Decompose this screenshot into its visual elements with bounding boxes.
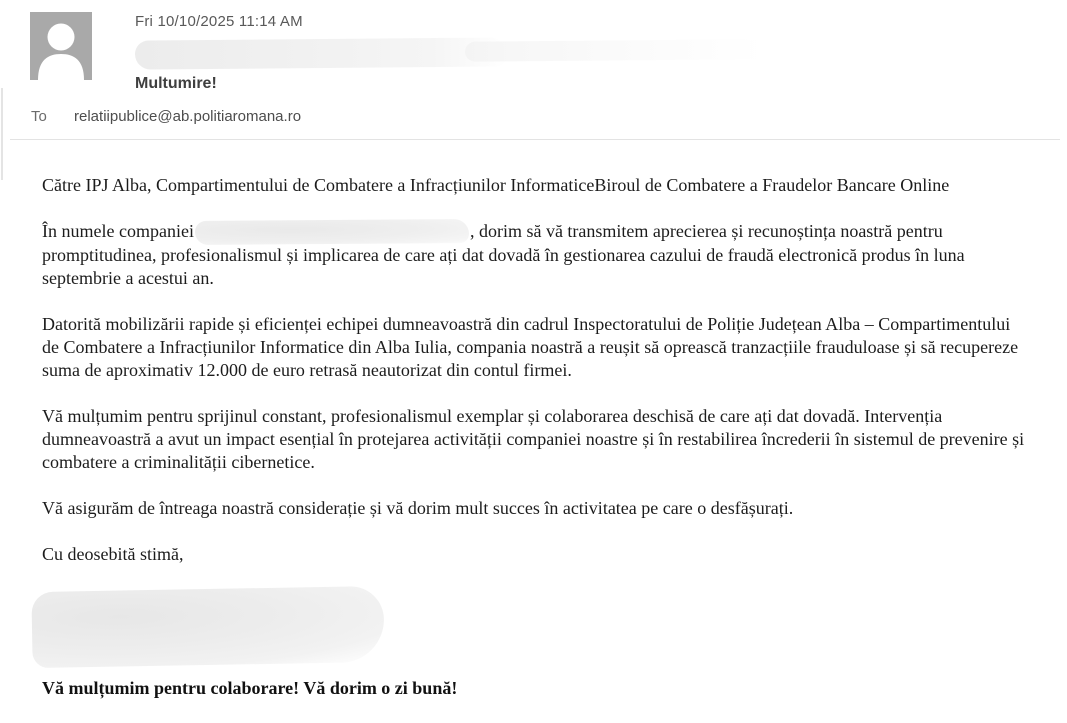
paragraph-recovery: Datorită mobilizării rapide și eficienței echipei dumneavoastră din cadrul Inspectoratului de Poliție Județean Alba – Compartimentului de Combatere a Infracțiunilor Informatice din Alba Iulia, compania noastră a reușit să oprească tranzacțiile frauduloase și să recupereze suma de aproximativ 12.000 de euro retrasă neautorizat din contul firmei. (42, 314, 1019, 380)
window-edge-line (1, 88, 3, 180)
sender-name-redacted (135, 37, 507, 69)
paragraph-intro (42, 220, 1027, 290)
paragraph-assurance: Vă asigurăm de întreaga noastră considerație și vă dorim mult succes în activitatea pe care o desfășurați. (42, 498, 794, 518)
email-date: Fri 10/10/2025 11:14 AM (135, 13, 303, 30)
company-name-redacted (195, 219, 469, 245)
to-label: To (31, 108, 47, 125)
avatar[interactable] (30, 12, 92, 80)
paragraph-salutation: Către IPJ Alba, Compartimentului de Combatere a Infracțiunilor InformaticeBiroul de Combatere a Fraudelor Bancare Online (42, 175, 950, 195)
email-subject: Multumire! (135, 75, 217, 92)
paragraph-gratitude: Vă mulțumim pentru sprijinul constant, profesionalismul exemplar și colaborarea deschisă de care ați dat dovadă. Intervenția dumneavoastră a avut un impact esențial în protejarea activității companiei noastre și în restabilirea încrederii în sistemul de prevenire și combatere a criminalității cibernetice. (42, 406, 1025, 472)
footer-bold-line: Vă mulțumim pentru colaborare! Vă dorim o zi bună! (42, 678, 458, 698)
header-main (135, 12, 507, 93)
email-header (30, 12, 507, 93)
closing-salutation: Cu deosebită stimă, (42, 544, 184, 564)
intro-text-before: În numele companiei (42, 221, 194, 241)
recipient-email[interactable]: relatiipublice@ab.politiaromana.ro (74, 108, 302, 125)
intro-text-after: , dorim să vă transmitem aprecierea și recunoștința noastră pentru promptitudinea, profesionalismul și implicarea de care ați dat dovadă în gestionarea cazului de fraudă electronică produs în luna septembrie a acestui an. (42, 221, 965, 288)
email-body (42, 174, 1027, 723)
person-icon (30, 12, 92, 80)
recipient-row (31, 108, 301, 125)
signature-redacted (31, 586, 384, 668)
header-divider (10, 139, 1060, 140)
